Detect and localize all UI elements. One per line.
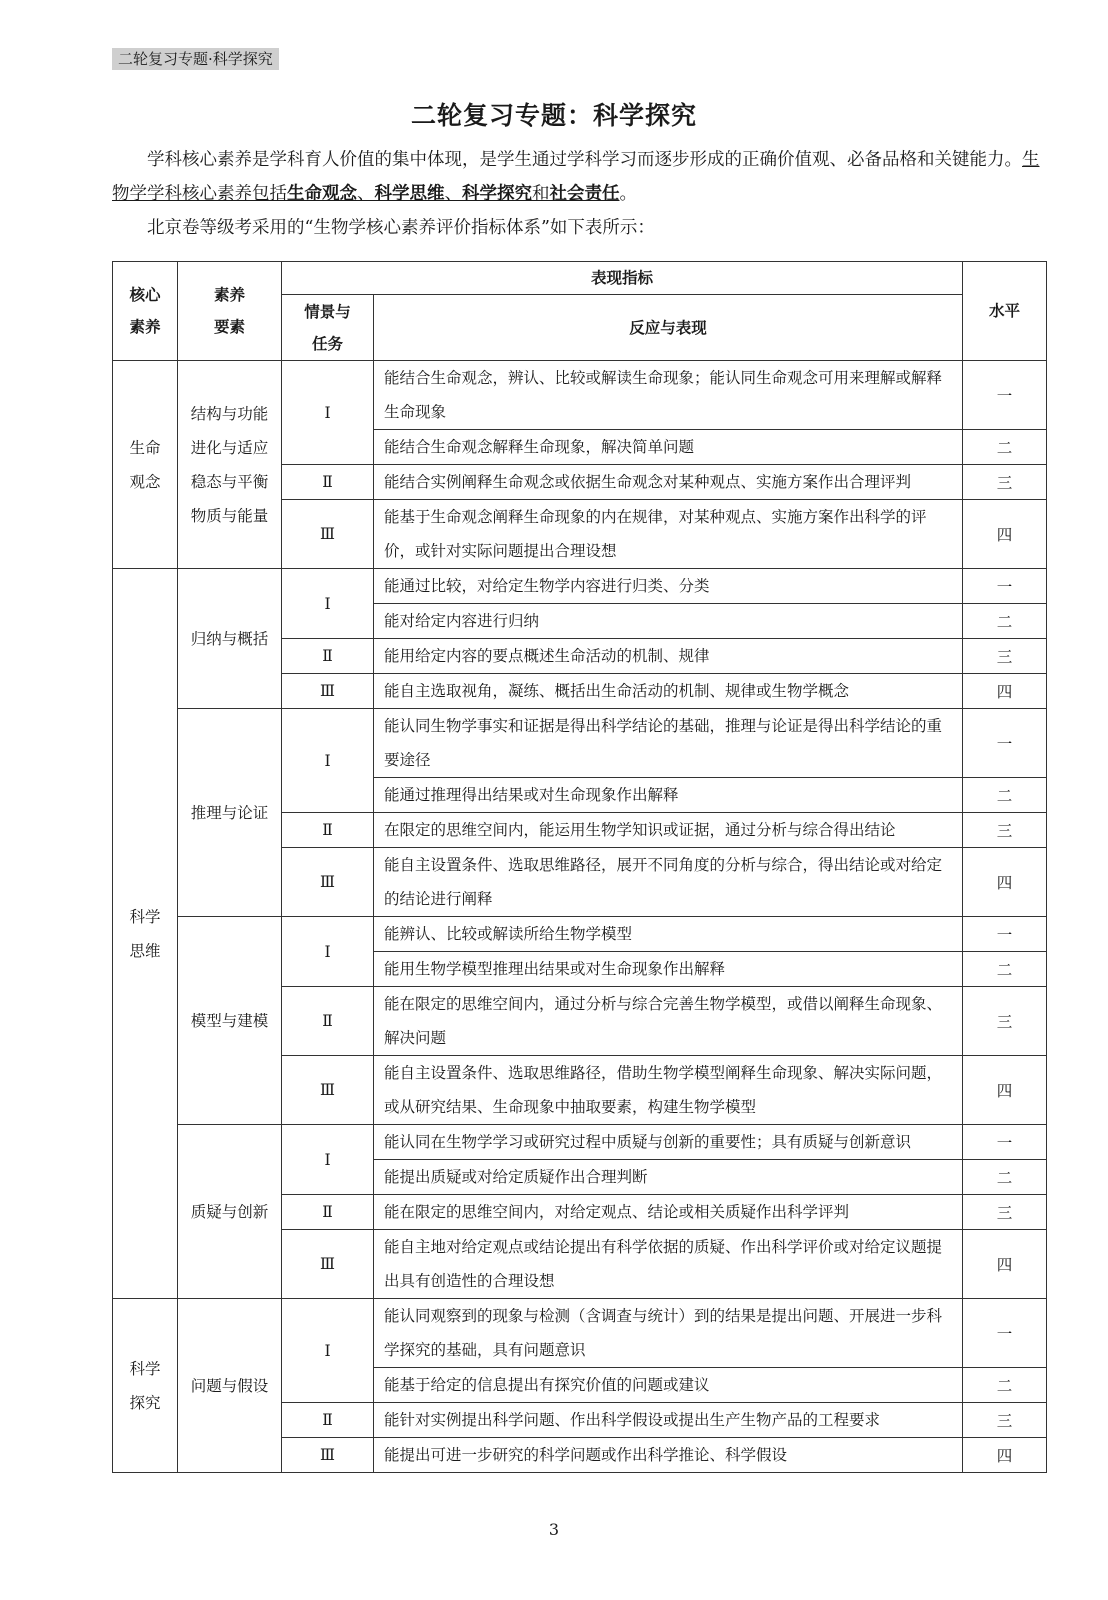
response-cell: 能认同观察到的现象与检测（含调查与统计）到的结果是提出问题、开展进一步科学探究的基础，具有问题意识 [374,1299,963,1368]
response-cell: 能自主设置条件、选取思维路径，借助生物学模型阐释生命现象、解决实际问题，或从研究结果、生命现象中抽取要素，构建生物学模型 [374,1056,963,1125]
literacy-index-table [112,261,1047,1473]
response-cell: 能自主选取视角，凝练、概括出生命活动的机制、规律或生物学概念 [374,674,963,709]
core-cell: 科学探究 [113,1299,178,1473]
response-cell: 能结合实例阐释生命观念或依据生命观念对某种观点、实施方案作出合理评判 [374,465,963,500]
response-cell: 能认同生物学事实和证据是得出科学结论的基础，推理与论证是得出科学结论的重要途径 [374,709,963,778]
core-cell: 科学思维 [113,569,178,1299]
level-cell: 二 [963,952,1047,987]
task-cell: Ⅰ [282,1299,374,1403]
level-cell: 二 [963,604,1047,639]
header-tag: 二轮复习专题·科学探究 [112,48,279,70]
page-title: 二轮复习专题：科学探究 [410,101,697,130]
intro-text: 学科核心素养是学科育人价值的集中体现，是学生通过学科学习而逐步形成的正确价值观、必备品格和关键能力。 [147,150,1022,170]
level-cell: 四 [963,1230,1047,1299]
level-cell: 三 [963,639,1047,674]
level-cell: 三 [963,813,1047,848]
response-cell: 能辨认、比较或解读所给生物学模型 [374,917,963,952]
task-cell: Ⅱ [282,987,374,1056]
response-cell: 能用生物学模型推理出结果或对生命现象作出解释 [374,952,963,987]
level-cell: 二 [963,1368,1047,1403]
header-element: 素养要素 [178,262,282,361]
level-cell: 二 [963,778,1047,813]
header-level: 水平 [963,262,1047,361]
task-cell: Ⅲ [282,500,374,569]
element-cell: 结构与功能 进化与适应 稳态与平衡 物质与能量 [178,361,282,569]
response-cell: 能对给定内容进行归纳 [374,604,963,639]
level-cell: 二 [963,430,1047,465]
header-indicator: 表现指标 [282,262,963,295]
sentence-end: 。 [619,184,637,204]
level-cell: 四 [963,1056,1047,1125]
response-cell: 能自主设置条件、选取思维路径，展开不同角度的分析与综合，得出结论或对给定的结论进行阐释 [374,848,963,917]
task-cell: Ⅲ [282,674,374,709]
level-cell: 一 [963,1125,1047,1160]
separator: 、 [444,184,462,204]
response-cell: 在限定的思维空间内，能运用生物学知识或证据，通过分析与综合得出结论 [374,813,963,848]
response-cell: 能认同在生物学学习或研究过程中质疑与创新的重要性；具有质疑与创新意识 [374,1125,963,1160]
element-cell: 推理与论证 [178,709,282,917]
keyword-scientific-inquiry: 科学探究 [462,184,532,204]
element-cell: 问题与假设 [178,1299,282,1473]
task-cell: Ⅲ [282,1438,374,1473]
header-response: 反应与表现 [374,295,963,361]
header-core: 核心素养 [113,262,178,361]
task-cell: Ⅲ [282,1230,374,1299]
keyword-life-concept: 生命观念 [287,184,357,204]
intro-paragraph [112,143,1042,211]
conjunction: 和 [532,184,550,204]
task-cell: Ⅰ [282,1125,374,1195]
task-cell: Ⅱ [282,813,374,848]
response-cell: 能通过比较，对给定生物学内容进行归类、分类 [374,569,963,604]
level-cell: 一 [963,709,1047,778]
task-cell: Ⅱ [282,1195,374,1230]
header-task: 情景与任务 [282,295,374,361]
response-cell: 能通过推理得出结果或对生命现象作出解释 [374,778,963,813]
keyword-social-responsibility: 社会责任 [549,184,620,204]
core-cell: 生命观念 [113,361,178,569]
task-cell: Ⅰ [282,569,374,639]
task-cell: Ⅰ [282,917,374,987]
response-cell: 能针对实例提出科学问题、作出科学假设或提出生产生物产品的工程要求 [374,1403,963,1438]
task-cell: Ⅱ [282,465,374,500]
response-cell: 能在限定的思维空间内，通过分析与综合完善生物学模型，或借以阐释生命现象、解决问题 [374,987,963,1056]
response-cell: 能结合生命观念解释生命现象，解决简单问题 [374,430,963,465]
table-intro: 北京卷等级考采用的“生物学核心素养评价指标体系”如下表所示： [147,218,655,238]
level-cell: 一 [963,917,1047,952]
level-cell: 三 [963,1195,1047,1230]
level-cell: 二 [963,1160,1047,1195]
element-cell: 质疑与创新 [178,1125,282,1299]
task-cell: Ⅰ [282,709,374,813]
response-cell: 能提出质疑或对给定质疑作出合理判断 [374,1160,963,1195]
response-cell: 能用给定内容的要点概述生命活动的机制、规律 [374,639,963,674]
element-cell: 归纳与概括 [178,569,282,709]
separator: 、 [357,184,375,204]
response-cell: 能基于给定的信息提出有探究价值的问题或建议 [374,1368,963,1403]
task-cell: Ⅲ [282,848,374,917]
level-cell: 四 [963,674,1047,709]
keyword-scientific-thinking: 科学思维 [374,184,445,204]
level-cell: 一 [963,569,1047,604]
response-cell: 能基于生命观念阐释生命现象的内在规律，对某种观点、实施方案作出科学的评价，或针对实际问题提出合理设想 [374,500,963,569]
level-cell: 四 [963,848,1047,917]
level-cell: 一 [963,361,1047,430]
page-number: 3 [548,1520,560,1539]
level-cell: 三 [963,1403,1047,1438]
element-cell: 模型与建模 [178,917,282,1125]
level-cell: 四 [963,1438,1047,1473]
response-cell: 能在限定的思维空间内，对给定观点、结论或相关质疑作出科学评判 [374,1195,963,1230]
response-cell: 能提出可进一步研究的科学问题或作出科学推论、科学假设 [374,1438,963,1473]
sentence-prefix: 生物学学科核心素养包括 [112,150,1040,204]
task-cell: Ⅰ [282,361,374,465]
level-cell: 一 [963,1299,1047,1368]
task-cell: Ⅱ [282,1403,374,1438]
response-cell: 能自主地对给定观点或结论提出有科学依据的质疑、作出科学评价或对给定议题提出具有创造性的合理设想 [374,1230,963,1299]
level-cell: 三 [963,465,1047,500]
task-cell: Ⅲ [282,1056,374,1125]
level-cell: 四 [963,500,1047,569]
task-cell: Ⅱ [282,639,374,674]
response-cell: 能结合生命观念，辨认、比较或解读生命现象；能认同生命观念可用来理解或解释生命现象 [374,361,963,430]
level-cell: 三 [963,987,1047,1056]
